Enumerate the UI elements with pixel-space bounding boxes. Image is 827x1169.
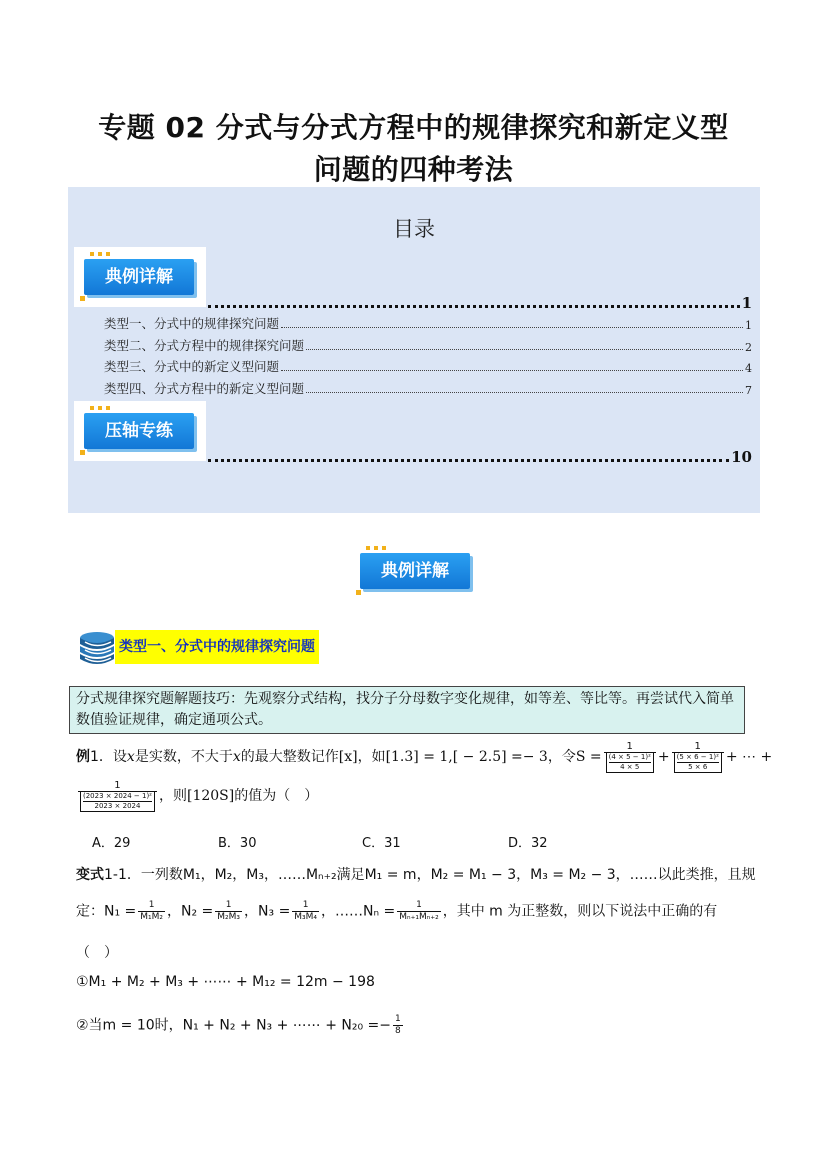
fraction-n3: $\frac{1}{\text{M₃M₄}}$: [294, 900, 318, 922]
text: ，令: [547, 749, 576, 765]
table-of-contents: [68, 187, 760, 513]
example-number: 1．: [90, 749, 113, 765]
example1-line1: [76, 741, 772, 773]
variant-line1: [76, 864, 756, 884]
variant-statement-2: [76, 1014, 405, 1037]
fraction-1: $\frac{1}{\frac{\text{(4 × 5 − 1)²}}{4 \times 5}}$: [604, 741, 656, 773]
toc-badge-examples-label: 典例详解: [105, 267, 173, 287]
math-op: + ⋯ +: [725, 749, 773, 765]
math-eq: [1.3] = 1,[ − 2.5] =− 3: [385, 749, 548, 765]
fraction-n1: $\frac{1}{\text{M₁M₂}}$: [140, 900, 164, 922]
math-op: +: [657, 749, 670, 765]
fraction-2: $\frac{1}{\frac{\text{(5 × 6 − 1)²}}{5 \times 6}}$: [672, 741, 724, 773]
option-d[interactable]: D．32: [508, 836, 548, 851]
toc-entry-type3[interactable]: [104, 357, 752, 375]
toc-entry-page: 1: [745, 319, 752, 332]
toc-badge-exercises: [74, 401, 206, 461]
variant-statement-1: ①M₁ + M₂ + M₃ + ⋯⋯ + M₁₂ = 12m − 198: [76, 974, 375, 990]
toc-heading: 目录: [393, 217, 435, 241]
text: 设: [112, 749, 127, 765]
doc-title-line1: 专题 02 分式与分式方程中的规律探究和新定义型: [98, 111, 729, 144]
text: ②当m = 10时，N₁ + N₂ + N₃ + ⋯⋯ + N₂₀ =−: [76, 1017, 392, 1034]
variant-text: 一列数M₁，M₂，M₃，……Mₙ₊₂满足M₁ = m，M₂ = M₁ − 3，M₃ = M₂ − 3，……以此类推，且规: [140, 867, 756, 883]
books-icon: [77, 628, 117, 666]
section-badge-label: 典例详解: [381, 561, 449, 581]
toc-entry-type1[interactable]: [104, 314, 752, 332]
toc-badge-examples: [74, 247, 206, 307]
example1-line2: [76, 780, 318, 812]
type-header: [77, 628, 337, 668]
doc-title-line2: 问题的四种考法: [313, 153, 514, 186]
toc-entry-page: 4: [745, 362, 752, 375]
toc-entry-text: 类型三、分式中的新定义型问题: [104, 359, 280, 374]
section-badge-examples: [358, 545, 470, 595]
math-var: x: [232, 749, 241, 765]
text: ，如: [357, 749, 386, 765]
variant-line2: [76, 900, 717, 923]
option-b[interactable]: B．30: [218, 836, 257, 851]
text: ，则: [158, 788, 187, 804]
tip-box: 分式规律探究题解题技巧：先观察分式结构，找分子分母数字变化规律，如等差、等比等。再尝试代入简单数值验证规律，确定通项公式。: [69, 686, 745, 734]
fraction-n2: $\frac{1}{\text{M₂M₃}}$: [217, 900, 241, 922]
option-c[interactable]: C．31: [362, 836, 401, 851]
type-label: 类型一、分式中的规律探究问题: [115, 630, 319, 664]
toc-entry-page: 7: [745, 384, 752, 397]
text: 的值为（ ）: [234, 788, 319, 804]
variant-number: 1-1．: [104, 867, 141, 883]
toc-link-exercises[interactable]: [208, 448, 752, 466]
math-eq: S =: [575, 749, 602, 765]
toc-page-exercises: 10: [731, 448, 752, 466]
toc-page-examples: 1: [741, 294, 752, 312]
text: ，N₂ =: [167, 903, 214, 920]
toc-entry-page: 2: [745, 341, 752, 354]
text: 的最大整数记作: [240, 749, 339, 765]
text: ，……Nₙ =: [321, 903, 396, 920]
text: 是实数，不大于: [134, 749, 233, 765]
variant-label: 变式: [76, 867, 104, 883]
toc-link-examples[interactable]: [208, 294, 752, 312]
toc-entry-text: 类型二、分式方程中的规律探究问题: [104, 338, 305, 353]
math-floor: [120S]: [186, 788, 235, 804]
fraction-nn: $\frac{1}{\text{Mₙ₊₁Mₙ₊₂}}$: [399, 900, 439, 922]
variant-paren: （ ）: [76, 945, 118, 961]
toc-badge-exercises-label: 压轴专练: [105, 421, 173, 441]
toc-entry-text: 类型一、分式中的规律探究问题: [104, 316, 280, 331]
toc-entry-type4[interactable]: [104, 379, 752, 397]
example-label: 例: [76, 749, 90, 765]
toc-entry-type2[interactable]: [104, 336, 752, 354]
toc-entry-text: 类型四、分式方程中的新定义型问题: [104, 381, 305, 396]
text: ，N₃ =: [244, 903, 291, 920]
option-a[interactable]: A．29: [92, 836, 131, 851]
fraction-stmt2: $\frac{1}{8}$: [395, 1014, 401, 1036]
math-floor: [x]: [338, 749, 358, 765]
fraction-3: $\frac{1}{\frac{\text{(2023 × 2024 − 1)²}}{2023 \times 2024}}$: [78, 780, 157, 812]
math-var: x: [126, 749, 135, 765]
text: 定：N₁ =: [76, 903, 137, 920]
text: ，其中 m 为正整数，则以下说法中正确的有: [442, 903, 718, 920]
